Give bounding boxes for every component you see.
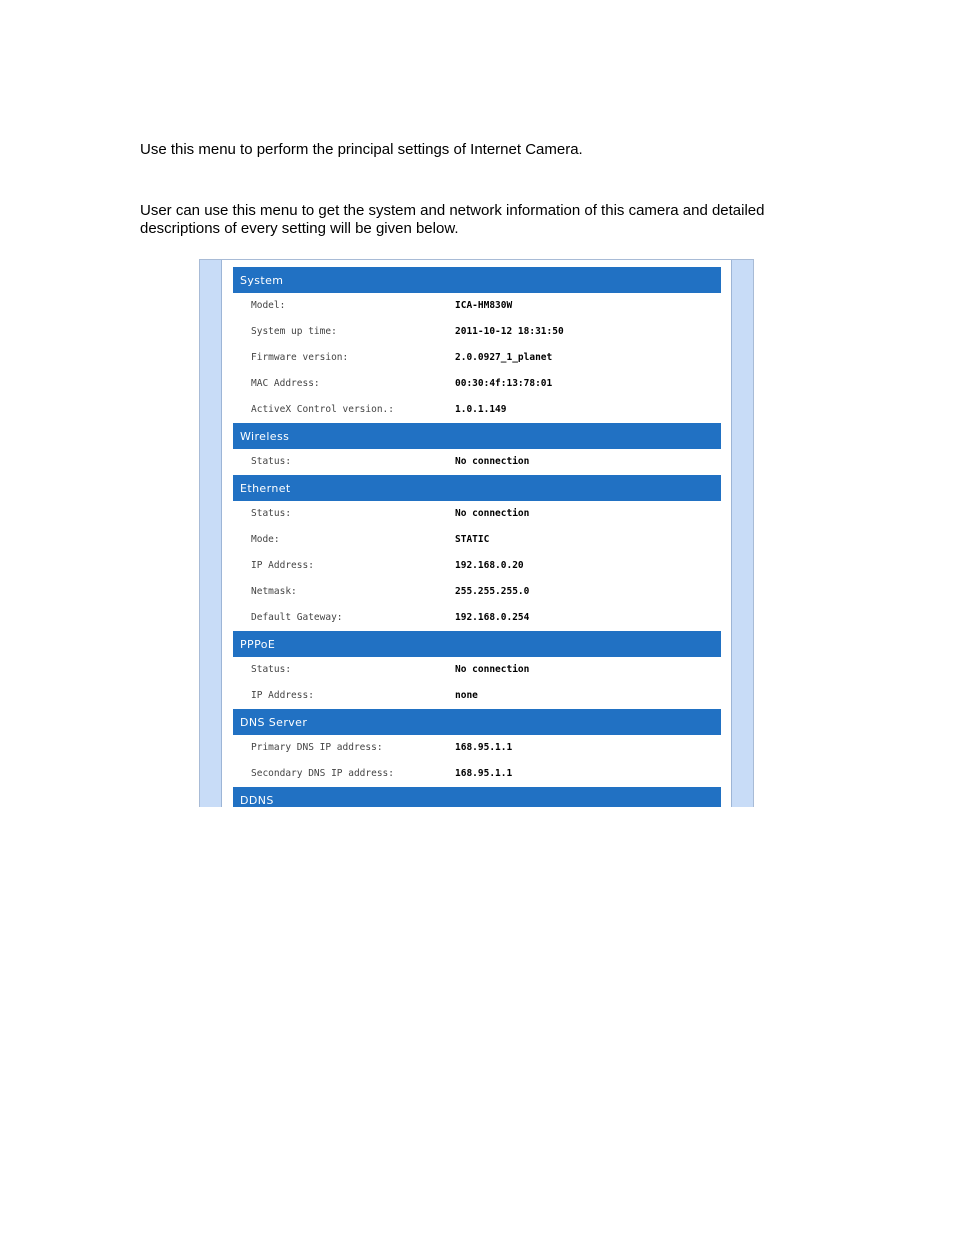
- info-label: Status:: [251, 664, 292, 675]
- info-value: No connection: [455, 508, 530, 519]
- info-row: [233, 579, 721, 605]
- info-row: [233, 761, 721, 787]
- info-row: [233, 371, 721, 397]
- section-header-dns-server: DNS Server: [233, 709, 721, 735]
- section-header-system: System: [233, 267, 721, 293]
- intro-paragraph-1: Use this menu to perform the principal settings of Internet Camera.: [140, 141, 583, 158]
- intro-paragraph-2: User can use this menu to get the system and network information of this camera and detailed descriptions of every setting will be given below.: [140, 202, 765, 237]
- info-label: ActiveX Control version.:: [251, 404, 394, 415]
- status-screenshot-frame: [199, 259, 754, 807]
- section-header-ddns: DDNS: [233, 787, 721, 807]
- info-value: none: [455, 690, 478, 701]
- status-sections: [233, 267, 721, 807]
- info-value: 168.95.1.1: [455, 742, 513, 753]
- info-value: 168.95.1.1: [455, 768, 513, 779]
- info-label: IP Address:: [251, 560, 314, 571]
- info-value: 255.255.255.0: [455, 586, 530, 597]
- info-row: [233, 319, 721, 345]
- info-label: System up time:: [251, 326, 337, 337]
- info-value: 2.0.0927_1_planet: [455, 352, 553, 363]
- info-label: Status:: [251, 456, 292, 467]
- info-row: [233, 501, 721, 527]
- info-row: [233, 657, 721, 683]
- info-row: [233, 397, 721, 423]
- section-header-wireless: Wireless: [233, 423, 721, 449]
- info-label: Secondary DNS IP address:: [251, 768, 394, 779]
- info-label: Status:: [251, 508, 292, 519]
- section-header-pppoe: PPPoE: [233, 631, 721, 657]
- info-label: MAC Address:: [251, 378, 320, 389]
- info-row: [233, 683, 721, 709]
- info-value: 192.168.0.20: [455, 560, 524, 571]
- info-label: Mode:: [251, 534, 280, 545]
- status-panel: [221, 260, 732, 807]
- info-label: Netmask:: [251, 586, 297, 597]
- section-header-ethernet: Ethernet: [233, 475, 721, 501]
- info-label: Firmware version:: [251, 352, 349, 363]
- info-label: IP Address:: [251, 690, 314, 701]
- info-row: [233, 605, 721, 631]
- info-row: [233, 293, 721, 319]
- info-value: 192.168.0.254: [455, 612, 530, 623]
- info-row: [233, 527, 721, 553]
- info-label: Default Gateway:: [251, 612, 343, 623]
- info-value: ICA-HM830W: [455, 300, 513, 311]
- info-row: [233, 449, 721, 475]
- info-label: Primary DNS IP address:: [251, 742, 383, 753]
- info-value: 2011-10-12 18:31:50: [455, 326, 564, 337]
- info-value: 1.0.1.149: [455, 404, 507, 415]
- info-value: STATIC: [455, 534, 490, 545]
- info-label: Model:: [251, 300, 286, 311]
- info-row: [233, 345, 721, 371]
- info-value: No connection: [455, 664, 530, 675]
- info-row: [233, 735, 721, 761]
- info-value: 00:30:4f:13:78:01: [455, 378, 553, 389]
- info-row: [233, 553, 721, 579]
- info-value: No connection: [455, 456, 530, 467]
